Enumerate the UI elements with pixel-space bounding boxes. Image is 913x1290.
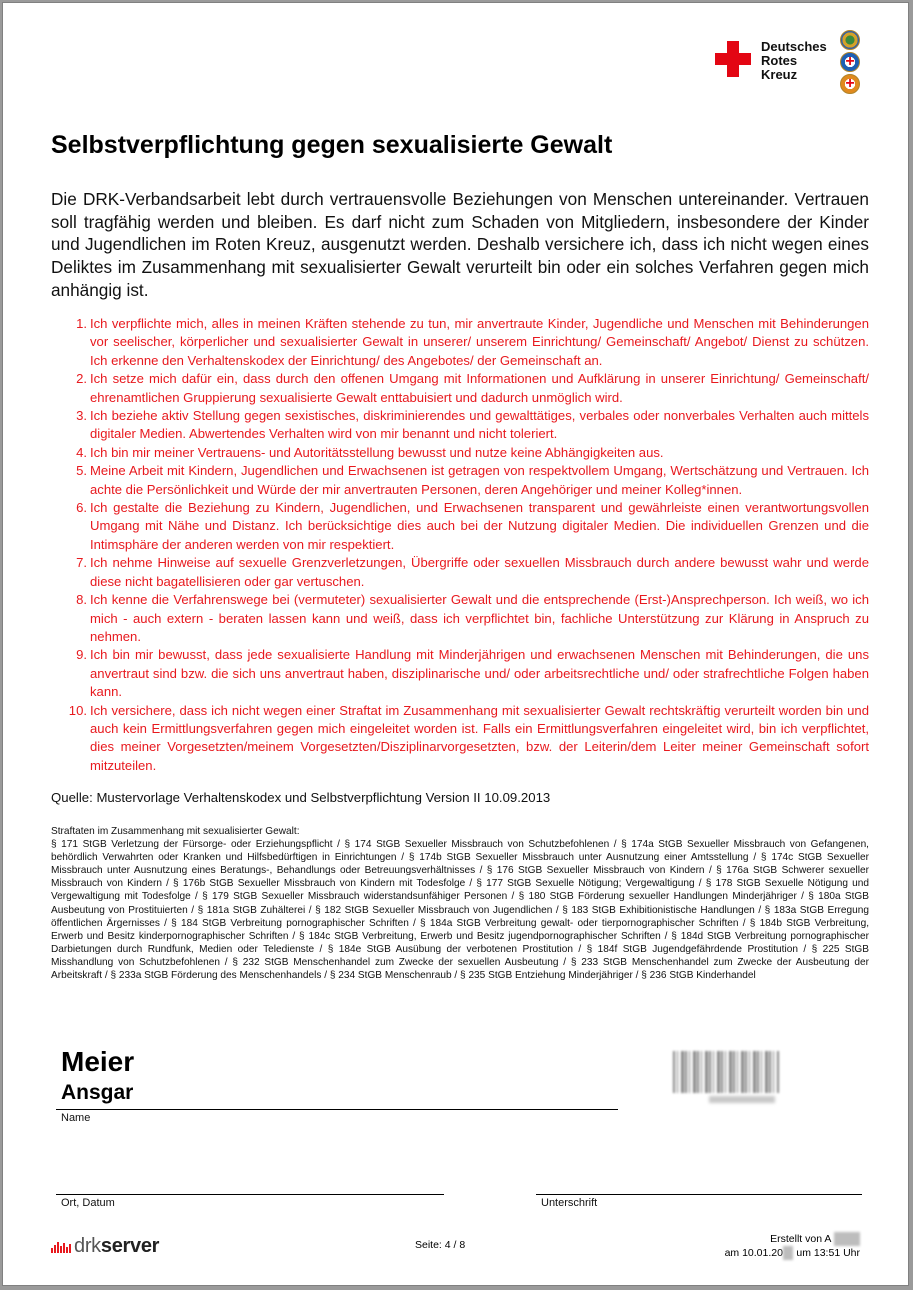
list-item-text: Ich nehme Hinweise auf sexuelle Grenzverletzungen, Übergriffe oder sexuellen Missbrauch durch andere bewusst wahr und werde diese nicht bagatellisieren oder gar vertuschen. xyxy=(90,555,869,589)
document-page xyxy=(2,2,909,1286)
barcode-number-redacted xyxy=(709,1096,775,1103)
list-item-number: 4. xyxy=(76,444,87,460)
intro-paragraph: Die DRK-Verbandsarbeit lebt durch vertrauensvolle Beziehungen von Menschen untereinander. Vertrauen soll tragfähig werden und bleiben. Es darf nicht zum Schaden von Mitgliedern, insbesondere der Kinder und Jugendlichen im Roten Kreuz, ausgenutzt werden. Deshalb versichere ich, dass ich nicht wegen eines Deliktes im Zusammenhang mit sexualisierter Gewalt verurteilt bin oder ein solches Verfahren gegen mich anhängig ist. xyxy=(51,189,869,300)
name-line xyxy=(56,1109,618,1110)
list-item xyxy=(63,370,869,407)
list-item-text: Ich versichere, dass ich nicht wegen einer Straftat im Zusammenhang mit sexualisierter Gewalt rechtskräftig verurteilt worden bin und auch kein Ermittlungsverfahren gegen mich eingeleitet worden ist. Falls ein Ermittlungsverfahren eingeleitet wird, bin ich verpflichtet, dies meiner Vorgesetzten/meinem Vorgesetzten/Disziplinarvorgesetzten, bzw. der Leiterin/dem Leiter meiner Gemeinschaft sofort mitzuteilen. xyxy=(90,702,869,773)
list-item-number: 1. xyxy=(76,316,87,331)
list-item xyxy=(63,702,869,776)
source-note: Quelle: Mustervorlage Verhaltenskodex und Selbstverpflichtung Version II 10.09.2013 xyxy=(51,790,551,805)
list-item-text: Ich verpflichte mich, alles in meinen Kräften stehende zu tun, mir anvertraute Kinder, Jugendliche und Menschen mit Behinderungen vor seelischer, körperlicher und sexualisierter Gewalt in unserer/ unserem Einrichtung/ Gemeinschaft/ Angebot/ Dienst zu schützen. Ich erkenne den Verhaltenskodex der Einrichtung/ des Angebotes/ der Gemeinschaft an. xyxy=(90,316,869,368)
list-item xyxy=(63,646,869,701)
list-item xyxy=(63,444,869,462)
list-item-text: Ich bin mir bewusst, dass jede sexualisierte Handlung mit Minderjährigen und erwachsenen Menschen mit Behinderungen, die uns anvertraut sind bzw. die sich uns anvertraut haben, disziplinarische und/ oder arbeitsrechtliche und/ oder strafrechtliche Folgen haben kann. xyxy=(90,647,869,700)
barcode-redacted xyxy=(673,1051,779,1093)
created-info xyxy=(725,1232,860,1260)
list-item-number: 6. xyxy=(76,500,87,516)
offenses-heading: Straftaten im Zusammenhang mit sexualisierter Gewalt: xyxy=(51,826,300,837)
offenses-paragraph xyxy=(51,825,869,982)
logo-text: Deutsches Rotes Kreuz xyxy=(761,39,827,82)
signature-label: Unterschrift xyxy=(541,1197,598,1209)
document-title: Selbstverpflichtung gegen sexualisierte Gewalt xyxy=(51,131,613,159)
list-item-number: 10. xyxy=(68,702,87,718)
created-date: am 10.01.20 xyxy=(724,1247,783,1259)
list-item-text: Ich gestalte die Beziehung zu Kindern, Jugendlichen, und Erwachsenen transparent und gewährleiste einen verantwortungsvollen Umgang mit Nähe und Distanz. Ich berücksichtige dies auch bei der Nutzung digitaler Medien. Die individuellen Grenzen und die Intimsphäre der anderen werden von mir respektiert. xyxy=(90,500,869,552)
red-cross-icon xyxy=(715,41,751,77)
offenses-text: § 171 StGB Verletzung der Fürsorge- oder Erziehungspflicht / § 174 StGB Sexueller Missbrauch von Schutzbefohlenen / § 174a StGB Sexueller Missbrauch von Gefangenen, behördlich Verwahrten oder Kranken und Hilfsbedürftigen in Einrichtungen / § 174b StGB Sexueller Missbrauch unter Ausnutzung einer Amtsstellung / § 174c StGB Sexueller Missbrauch unter Ausnutzung eines Beratungs-, Behandlungs oder Betreuungsverhältnisses / § 176 StGB Sexueller Missbrauch von Kindern / § 176a StGB Schwerer sexueller Missbrauch von Kindern / § 176b StGB Sexueller Missbrauch von Kindern mit Todesfolge / § 177 StGB Sexuelle Nötigung; Vergewaltigung / § 178 StGB Sexuelle Nötigung und Vergewaltigung mit Todesfolge / § 179 StGB Sexueller Missbrauch widerstandsunfähiger Personen / § 180 StGB Förderung sexueller Handlungen Minderjähriger / § 180a StGB Ausbeutung von Prostituierten / § 181a StGB Zuhälterei / § 182 StGB Sexueller Missbrauch von Jugendlichen / § 183 StGB Exhibitionistische Handlungen / § 183a StGB Erregung öffentlichen Ärgernisses / § 184 StGB Verbreitung pornographischer Schriften / § 184a StGB Verbreitung gewalt- oder tierpornographischer Schriften / § 184b StGB Verbreitung, Erwerb und Besitz kinderpornographischer Schriften / § 184c StGB Verbreitung, Erwerb und Besitz jugendpornographischer Schriften / § 184d StGB Verbreitung pornographischer Darbietungen durch Rundfunk, Medien oder Teledienste / § 184e StGB Ausübung der verbotenen Prostitution / § 184f StGB Jugendgefährdende Prostitution / § 225 StGB Misshandlung von Schutzbefohlenen / § 232 StGB Menschenhandel zum Zwecke der sexuellen Ausbeutung / § 233 StGB Menschenhandel zum Zwecke der Ausbeutung der Arbeitskraft / § 233a StGB Förderung des Menschenhandels / § 234 StGB Menschenraub / § 235 StGB Entziehung Minderjähriger / § 236 StGB Kinderhandel xyxy=(51,839,869,982)
created-date-redacted xyxy=(783,1246,794,1260)
list-item-number: 7. xyxy=(76,555,87,571)
globe-emblem-icon xyxy=(840,30,860,50)
list-item-number: 8. xyxy=(76,592,87,608)
list-item-text: Ich beziehe aktiv Stellung gegen sexistisches, diskriminierendes und gewalttätiges, verbales oder nonverbales Verhalten auch mittels digitaler Medien. Abwertendes Verhalten wird von mir benannt und nicht toleriert. xyxy=(90,408,869,442)
created-time: um 13:51 Uhr xyxy=(796,1247,860,1259)
first-name: Ansgar xyxy=(61,1081,134,1104)
brand-drk: drk xyxy=(74,1235,101,1257)
equalizer-icon xyxy=(51,1241,71,1253)
list-item-text: Ich bin mir meiner Vertrauens- und Autoritätsstellung bewusst und nutze keine Abhängigkeiten aus. xyxy=(90,444,664,460)
community-badges xyxy=(840,30,860,96)
list-item-text: Meine Arbeit mit Kindern, Jugendlichen und Erwachsenen ist getragen von respektvollem Umgang, Wertschätzung und Vertrauen. Ich achte die Persönlichkeit und Würde der mir anvertrauten Personen, deren Angehöriger und meiner Kolleg*innen. xyxy=(90,463,869,497)
created-by: Erstellt von A xyxy=(770,1233,831,1245)
page-number: Seite: 4 / 8 xyxy=(415,1239,466,1251)
list-item xyxy=(63,315,869,370)
list-item xyxy=(63,462,869,499)
name-label: Name xyxy=(61,1112,91,1124)
list-item xyxy=(63,591,869,646)
list-item-number: 3. xyxy=(76,408,87,424)
list-item-number: 2. xyxy=(76,371,87,387)
list-item-number: 5. xyxy=(76,463,87,479)
water-rescue-emblem-icon xyxy=(840,52,860,72)
brand-server: server xyxy=(100,1235,160,1257)
signature-line xyxy=(536,1194,862,1195)
list-item xyxy=(63,407,869,444)
list-item xyxy=(63,499,869,554)
last-name: Meier xyxy=(61,1046,135,1077)
list-item-text: Ich kenne die Verfahrenswege bei (vermuteter) sexualisierter Gewalt und die entsprechende (Erst-)Ansprechperson. Ich weiß, wo ich mich - auch extern - beraten lassen kann und weiß, dass ich verpflichtet bin, fachliche Unterstützung zur Klärung in Anspruch zu nehmen. xyxy=(90,592,869,644)
list-item-number: 9. xyxy=(76,647,87,663)
created-by-redacted xyxy=(834,1232,860,1246)
mountain-rescue-emblem-icon xyxy=(840,74,860,94)
place-date-label: Ort, Datum xyxy=(61,1197,115,1209)
list-item-text: Ich setze mich dafür ein, dass durch den offenen Umgang mit Informationen und Aufklärung in unserer Einrichtung/ Gemeinschaft/ ehrenamtlichen Gruppierung sexualisierte Gewalt enttabuisiert und dadurch unmöglich wird. xyxy=(90,371,869,405)
place-date-line xyxy=(56,1194,444,1195)
list-item xyxy=(63,554,869,591)
commitment-list xyxy=(63,315,869,775)
